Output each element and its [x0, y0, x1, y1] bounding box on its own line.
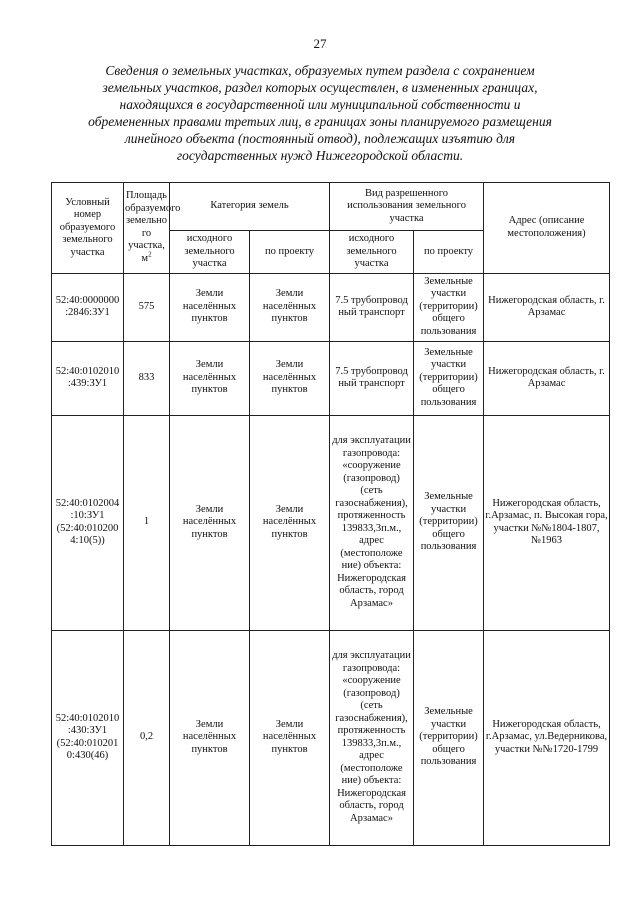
table-row: [52, 415, 610, 630]
cell-category-original: Земли населённых пунктов: [170, 341, 250, 415]
header-permitted-use: Вид разрешенного использования земельного участка: [330, 183, 484, 231]
cell-category-original: Земли населённых пунктов: [170, 630, 250, 845]
title-line: государственных нужд Нижегородской области.: [176, 148, 464, 163]
cell-use-original: 7.5 трубопровод ный транспорт: [330, 273, 414, 341]
header-area-text: Площадь образуемого земельно го участка, м: [125, 190, 181, 264]
cell-use-original: для эксплуатации газопровода: «сооружение (газопровод) (сеть газоснабжения), протяженность 139833,3п.м., адрес (местоположе ние) объекта: Нижегородская область, город Арзамас»: [330, 630, 414, 845]
header-category-project: по проекту: [250, 231, 330, 274]
header-land-category: Категория земель: [170, 183, 330, 231]
cell-address: Нижегородская область, г.Арзамас, п. Высокая гора, участки №№1804-1807, №1963: [484, 415, 610, 630]
cell-category-original: Земли населённых пунктов: [170, 415, 250, 630]
header-area-sup: 2: [148, 250, 152, 259]
header-use-original: исходного земельного участка: [330, 231, 414, 274]
cell-use-project: Земельные участки (территории) общего пользования: [414, 273, 484, 341]
cell-category-project: Земли населённых пунктов: [250, 630, 330, 845]
cell-area: 575: [124, 273, 170, 341]
cell-use-project: Земельные участки (территории) общего пользования: [414, 341, 484, 415]
header-use-project: по проекту: [414, 231, 484, 274]
cell-address: Нижегородская область, г.Арзамас, ул.Ведерникова, участки №№1720-1799: [484, 630, 610, 845]
cell-use-original: для эксплуатации газопровода: «сооружение (газопровод) (сеть газоснабжения), протяженность 139833,3п.м., адрес (местоположе ние) объекта: Нижегородская область, город Арзамас»: [330, 415, 414, 630]
page-number: 27: [313, 36, 327, 51]
cell-category-project: Земли населённых пунктов: [250, 341, 330, 415]
cell-area: 1: [124, 415, 170, 630]
cell-category-original: Земли населённых пунктов: [170, 273, 250, 341]
cell-plot-number: 52:40:0000000 :2846:ЗУ1: [52, 273, 124, 341]
cell-area: 833: [124, 341, 170, 415]
cell-address: Нижегородская область, г. Арзамас: [484, 341, 610, 415]
land-plots-table: [51, 182, 610, 846]
cell-use-original: 7.5 трубопровод ный транспорт: [330, 341, 414, 415]
header-category-original: исходного земельного участка: [170, 231, 250, 274]
cell-use-project: Земельные участки (территории) общего пользования: [414, 630, 484, 845]
table-row: [52, 341, 610, 415]
cell-address: Нижегородская область, г. Арзамас: [484, 273, 610, 341]
document-title: [70, 62, 570, 164]
cell-use-project: Земельные участки (территории) общего пользования: [414, 415, 484, 630]
cell-plot-number: 52:40:0102004 :10:ЗУ1 (52:40:010200 4:10(5)): [52, 415, 124, 630]
cell-plot-number: 52:40:0102010 :439:ЗУ1: [52, 341, 124, 415]
cell-plot-number: 52:40:0102010 :430:ЗУ1 (52:40:010201 0:430(46): [52, 630, 124, 845]
cell-category-project: Земли населённых пунктов: [250, 273, 330, 341]
title-line: находящихся в государственной или муниципальной собственности и: [119, 97, 521, 112]
header-plot-number: Условный номер образуемого земельного участка: [52, 183, 124, 274]
header-area: [124, 183, 181, 274]
title-line: обремененных правами третьих лиц, в границах зоны планируемого размещения: [88, 114, 552, 129]
header-address: Адрес (описание местоположения): [484, 183, 610, 274]
title-line: линейного объекта (постоянный отвод), подлежащих изъятию для: [124, 131, 516, 146]
title-line: Сведения о земельных участках, образуемых путем раздела с сохранением: [105, 63, 535, 78]
title-line: земельных участков, раздел которых осуществлен, в измененных границах,: [102, 80, 538, 95]
table-row: [52, 273, 610, 341]
table-row: [52, 630, 610, 845]
cell-area: 0,2: [124, 630, 170, 845]
cell-category-project: Земли населённых пунктов: [250, 415, 330, 630]
